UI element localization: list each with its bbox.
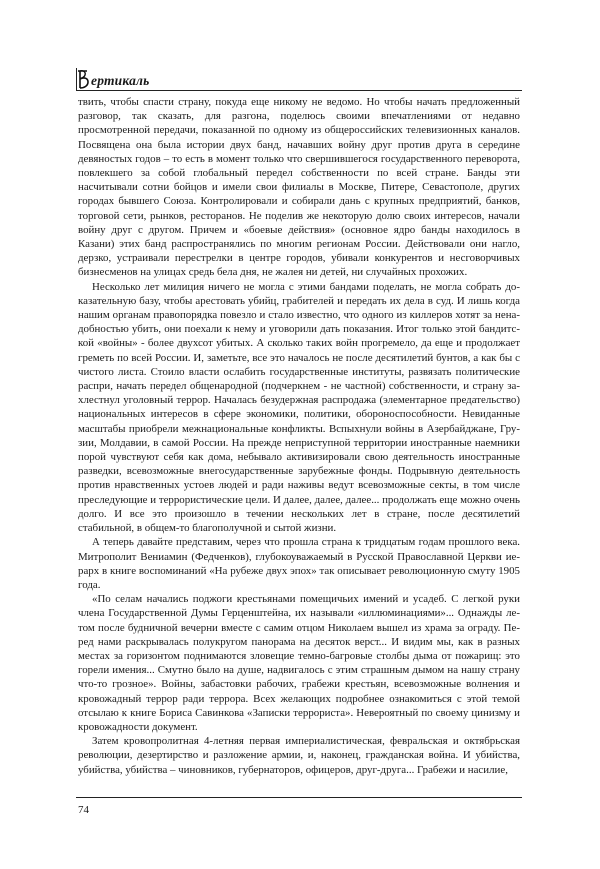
logo-text: ертикаль <box>91 73 150 88</box>
paragraph-1: твить, чтобы спасти страну, покуда еще никому не ведомо. Но чтобы начать предложенный разговор, так сказать, для разгона, поделюсь своими впечатлениями от недавно просмотренной передачи, показанной по одному из общероссийских телевизионных каналов. Посвящена она была истории двух банд, начавших войну друг против друга в середине девяностых годов – то есть в момент только что свершившегося государственного переворота, повлекшего за собой глобальный передел собственности по всей стране. Банды эти насчитывали сотни бойцов и имели свои филиалы в Москве, Питере, Севастополе, других городах бывшего Союза. Контролировали и собирали дань с крупных предприятий, банков, торговой сети, рынков, ресторанов. Не поделив же некоторую долю своих интересов, начали войну друг с другом. Причем и «боевые действия» (основное ядро банды находилось в Казани) этих банд распространялись по многим регионам России. Действовали они нагло, дерзко, устраивали перестрелки в центре городов, убивали конкурентов и несговорчивых бизнесменов на улицах средь бела дня, не жалея ни детей, ни случайных прохожих. <box>78 96 520 279</box>
article-body <box>78 95 520 777</box>
page-number: 74 <box>78 804 89 816</box>
header-logo <box>76 68 150 90</box>
paragraph-5: Затем кровопролитная 4-летняя первая империалистическая, февральская и октябрьская революции, дезертирство и разложение армии, и, наконец, гражданская война. И убийства, убийства, убийства – чиновников, губернаторов, офицеров, друг-друга... Грабежи и насилие, <box>78 735 520 776</box>
header-rule <box>76 90 522 91</box>
logo-initial <box>76 69 90 90</box>
paragraph-2: Несколько лет милиция ничего не могла с этими бандами поделать, не могла собрать доказательную базу, чтобы арестовать убийц, грабителей и передать их дела в суд. И лишь когда нашим органам правопорядка повезло и стало известно, что одного из киллеров хотят за ненадобностью убить, они поехали к нему и уговорили дать показания. Итог только этой бандитской «войны» - более двухсот убитых. А сколько таких войн прогремело, да еще и продолжает греметь по всей России. И, заметьте, все это началось не после десятилетий бунтов, а как бы с чистого листа. Стоило власти ослабить государственные институты, развязать политические распри, начать передел общенародной (подчеркнем - не частной) собственности, и страну захлестнул уголовный террор. Началась безудержная распродажа (элементарное предательство) национальных интересов в сфере экономики, политики, обороноспособности. Невиданные масштабы приобрели межнациональные конфликты. Вспыхнули войны в Азербайджане, Грузии, Молдавии, в самой России. На прежде неприступной территории иностранные наемники порой чувствуют себя как дома, небывало активизировали свою деятельность иностранные разведки, всевозможные внегосударственные зарубежные фонды. Подрывную деятельность против нравственных устоев людей и ради наживы ведут всевозможные секты, в том числе преследующие и террористические цели. И далее, далее, далее... продолжать еще можно очень долго. И все это произошло в течении нескольких лет в стране, после десятилетий стабильной, в общем-то благополучной и сытой жизни. <box>78 280 520 535</box>
paragraph-4: «По селам начались поджоги крестьянами помещичьих имений и усадеб. С легкой руки члена Государственной Думы Герценштейна, их называли «иллюминациями»... Однажды летом после будничной вечерни вместе с самим отцом Николаем вышел из храма за ограду. Перед нами раскрывалась полукругом панорама на десяток верст... И видим мы, как в разных местах за горизонтом поднимаются зловещие темно-багровые столбы дыма от пожарищ: это горели имения... Смутно было на душе, надвигалось с этим страшным дымом на нашу страну что-то грозное». Войны, забастовки рабочих, грабежи крестьян, всевозможные волнения и кровожадный террор ради террора. Всех желающих подробнее ознакомиться с этой темой отсылаю к книге Бориса Савинкова «Записки террориста». Невероятный по своему цинизму и кровожадности документ. <box>78 593 520 733</box>
footer-rule <box>76 797 522 798</box>
paragraph-3: А теперь давайте представим, через что прошла страна к тридцатым годам прошлого века. Митрополит Вениамин (Федченков), глубокоуважаемый в Русской Православной Церкви иерарх в книге воспоминаний «На рубеже двух эпох» так описывает революционную смуту 1905 года. <box>78 536 520 591</box>
